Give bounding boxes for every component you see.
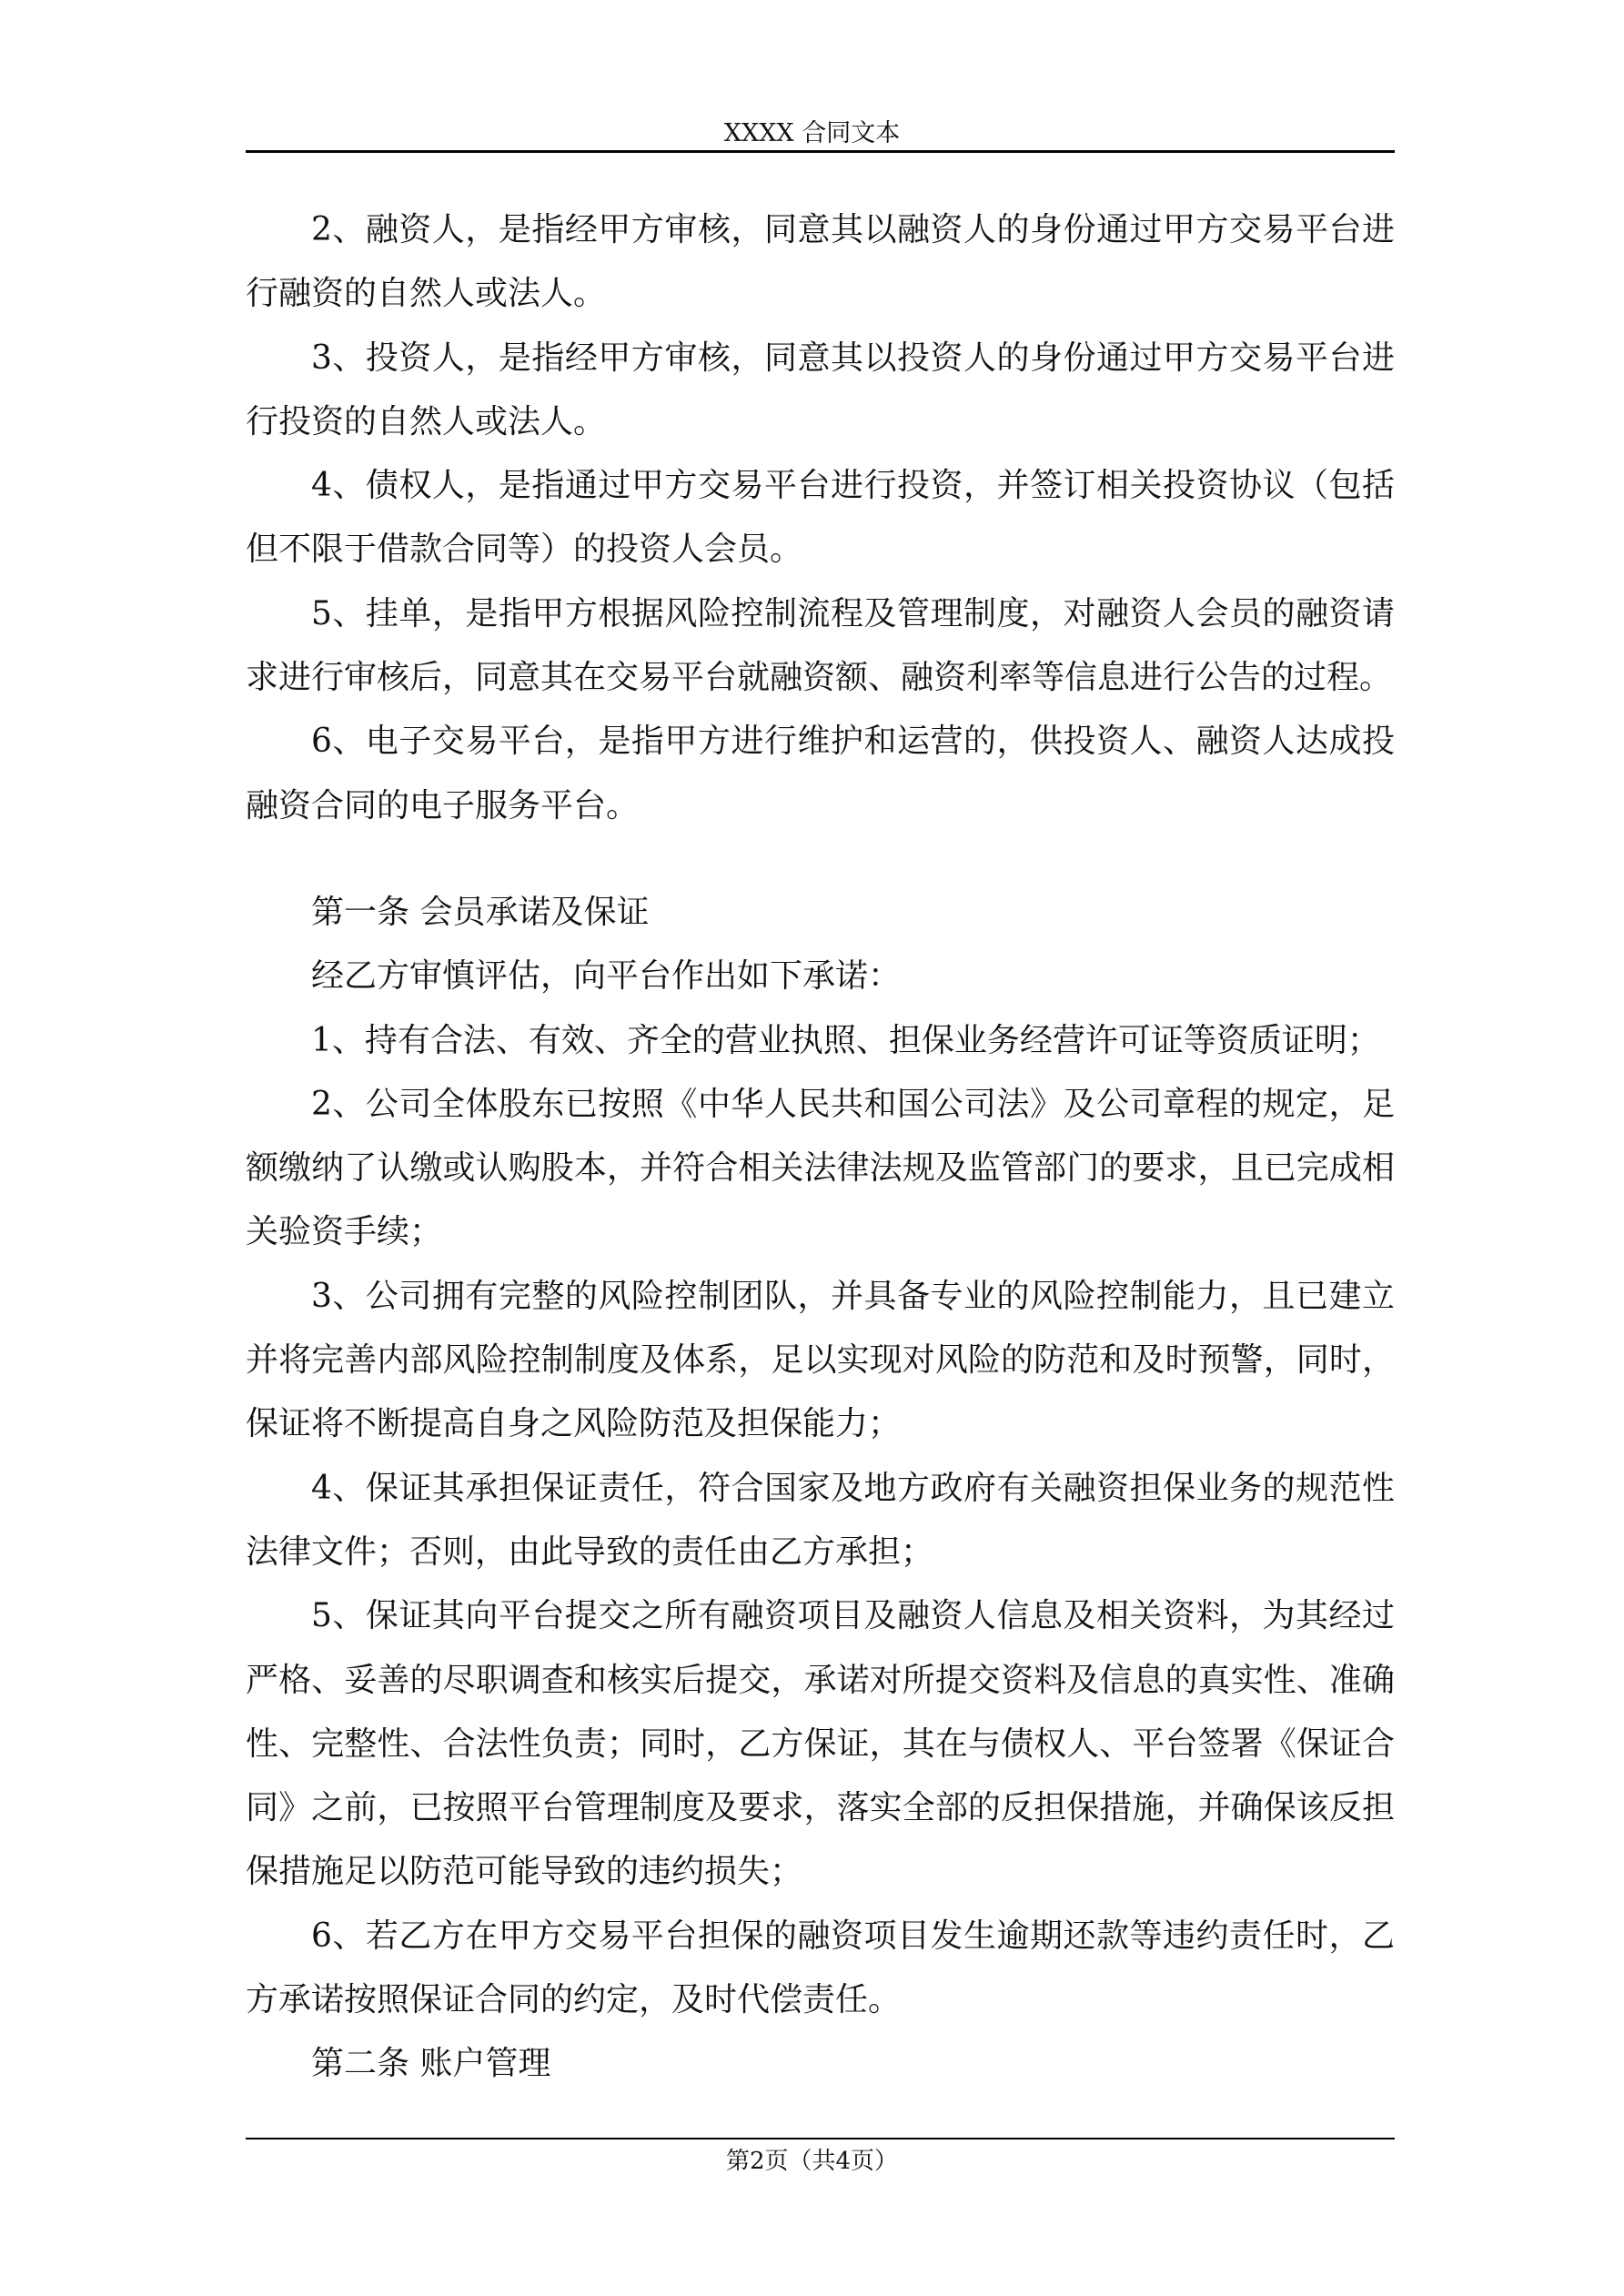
text-line: 6、若乙方在甲方交易平台担保的融资项目发生逾期还款等违约责任时，乙: [311, 1917, 1395, 1955]
document-body: [246, 198, 1395, 2097]
text-line: 保证将不断提高自身之风险防范及担保能力；: [246, 1405, 902, 1443]
paragraph: [246, 945, 1395, 1008]
text-line: 4、债权人，是指通过甲方交易平台进行投资，并签订相关投资协议（包括: [311, 467, 1395, 505]
text-line: 第二条 账户管理: [311, 2045, 551, 2083]
text-line: 2、融资人，是指经甲方审核，同意其以融资人的身份通过甲方交易平台进: [311, 211, 1395, 248]
text-line: 行融资的自然人或法人。: [246, 275, 607, 313]
text-line: 同》之前，已按照平台管理制度及要求，落实全部的反担保措施，并确保该反担: [246, 1789, 1395, 1827]
text-line: 经乙方审慎评估，向平台作出如下承诺：: [311, 957, 902, 996]
text-line: 融资合同的电子服务平台。: [246, 786, 640, 824]
paragraph: [246, 1009, 1395, 1073]
text-line: 求进行审核后，同意其在交易平台就融资额、融资利率等信息进行公告的过程。: [246, 659, 1393, 697]
text-line: 保措施足以防范可能导致的违约损失；: [246, 1853, 803, 1891]
text-line: 2、公司全体股东已按照《中华人民共和国公司法》及公司章程的规定，足: [311, 1085, 1395, 1123]
paragraph: [246, 1265, 1395, 1457]
text-line: 行投资的自然人或法人。: [246, 402, 607, 440]
text-line: 严格、妥善的尽职调查和核实后提交，承诺对所提交资料及信息的真实性、准确: [246, 1661, 1395, 1699]
paragraph: [246, 1457, 1395, 1585]
text-line: 3、公司拥有完整的风险控制团队，并具备专业的风险控制能力，且已建立: [311, 1277, 1395, 1315]
text-line: 性、完整性、合法性负责；同时，乙方保证，其在与债权人、平台签署《保证合: [246, 1725, 1395, 1763]
text-line: 法律文件；否则，由此导致的责任由乙方承担；: [246, 1532, 934, 1571]
paragraph: [246, 454, 1395, 582]
text-line: 方承诺按照保证合同的约定，及时代偿责任。: [246, 1981, 902, 2019]
section-heading: [246, 881, 1395, 945]
header-divider: [246, 150, 1395, 153]
text-line: 5、保证其向平台提交之所有融资项目及融资人信息及相关资料，为其经过: [311, 1597, 1395, 1635]
footer-divider: [246, 2138, 1395, 2139]
text-line: 6、电子交易平台，是指甲方进行维护和运营的，供投资人、融资人达成投: [311, 723, 1395, 761]
text-line: 3、投资人，是指经甲方审核，同意其以投资人的身份通过甲方交易平台进: [311, 339, 1395, 377]
paragraph: [246, 1584, 1395, 1904]
text-line: 但不限于借款合同等）的投资人会员。: [246, 531, 803, 569]
page-number: 第2页（共4页）: [725, 2148, 899, 2175]
paragraph: [246, 582, 1395, 711]
text-line: 并将完善内部风险控制制度及体系，足以实现对风险的防范和及时预警，同时，: [246, 1341, 1395, 1380]
text-line: 5、挂单，是指甲方根据风险控制流程及管理制度，对融资人会员的融资请: [311, 594, 1395, 632]
page-header-title: XXXX 合同文本: [723, 119, 901, 147]
paragraph: [246, 198, 1395, 327]
text-line: 关验资手续；: [246, 1213, 443, 1251]
section-spacer: [246, 838, 1395, 881]
paragraph: [246, 327, 1395, 455]
paragraph: [246, 1073, 1395, 1265]
text-line: 第一条 会员承诺及保证: [311, 893, 650, 931]
section-heading: [246, 2032, 1395, 2096]
text-line: 4、保证其承担保证责任，符合国家及地方政府有关融资担保业务的规范性: [311, 1469, 1395, 1507]
text-line: 1、持有合法、有效、齐全的营业执照、担保业务经营许可证等资质证明；: [311, 1021, 1380, 1059]
paragraph: [246, 1905, 1395, 2033]
text-line: 额缴纳了认缴或认购股本，并符合相关法律法规及监管部门的要求，且已完成相: [246, 1149, 1395, 1188]
paragraph: [246, 710, 1395, 838]
